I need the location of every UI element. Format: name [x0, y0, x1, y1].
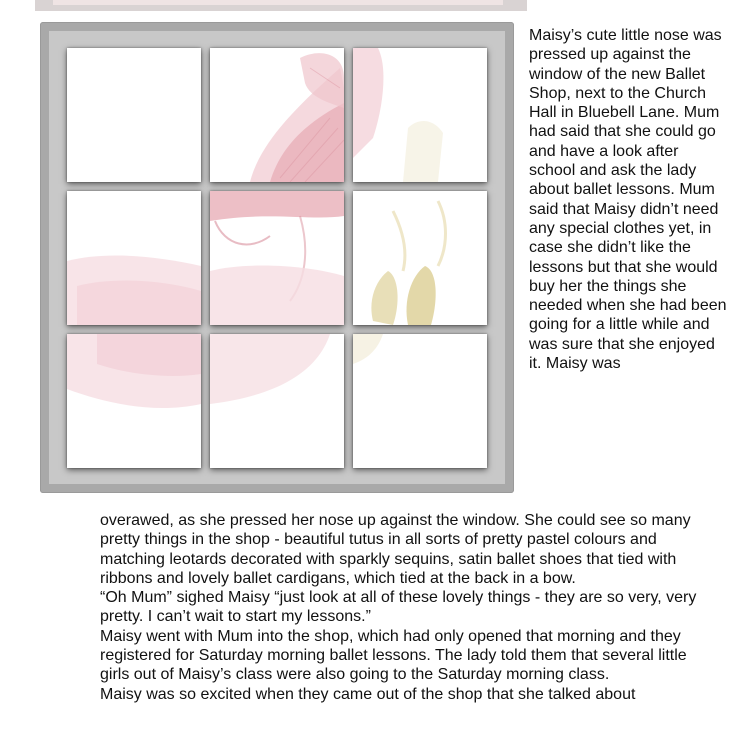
photo-tile-3 — [353, 48, 487, 182]
header-band-inner — [53, 0, 503, 5]
story-side-text: Maisy’s cute little nose was pressed up against the window of the new Ballet Shop, next to the Church Hall in Bluebell Lane. Mum had said that she could go and have a look after school and ask the lady about ballet lessons. Mum said that Maisy didn’t need any special clothes yet, in case she didn’t like the lessons but that she would buy her the things she needed when she had been going for a little while and was sure that she enjoyed it. Maisy was — [529, 27, 727, 373]
story-paragraph: “Oh Mum” sighed Maisy “just look at all of these lovely things - they are so very, very pretty. I can’t wait to start my lessons.” — [100, 589, 697, 626]
photo-tile-6 — [353, 191, 487, 325]
story-paragraph: Maisy was so excited when they came out of the shop that she talked about — [100, 685, 636, 703]
photo-tile-8 — [210, 334, 344, 468]
story-body — [100, 511, 700, 704]
story-paragraph: Maisy went with Mum into the shop, which had only opened that morning and they registered for Saturday morning ballet lessons. The lady told them that several little girls out of Maisy’s class were also going to the Saturday morning class. — [100, 627, 687, 684]
photo-tile-2 — [210, 48, 344, 182]
photo-tile-1 — [67, 48, 201, 182]
photo-tile-9 — [353, 334, 487, 468]
photo-frame — [40, 22, 514, 493]
photo-tile-4 — [67, 191, 201, 325]
story-paragraph: overawed, as she pressed her nose up against the window. She could see so many pretty things in the shop - beautiful tutus in all sorts of pretty pastel colours and matching leotards decorated with sparkly sequins, satin ballet shoes that tied with ribbons and lovely ballet cardigans, which tied at the back in a bow. — [100, 512, 691, 587]
header-band — [35, 0, 527, 11]
photo-tile-5 — [210, 191, 344, 325]
photo-tile-7 — [67, 334, 201, 468]
